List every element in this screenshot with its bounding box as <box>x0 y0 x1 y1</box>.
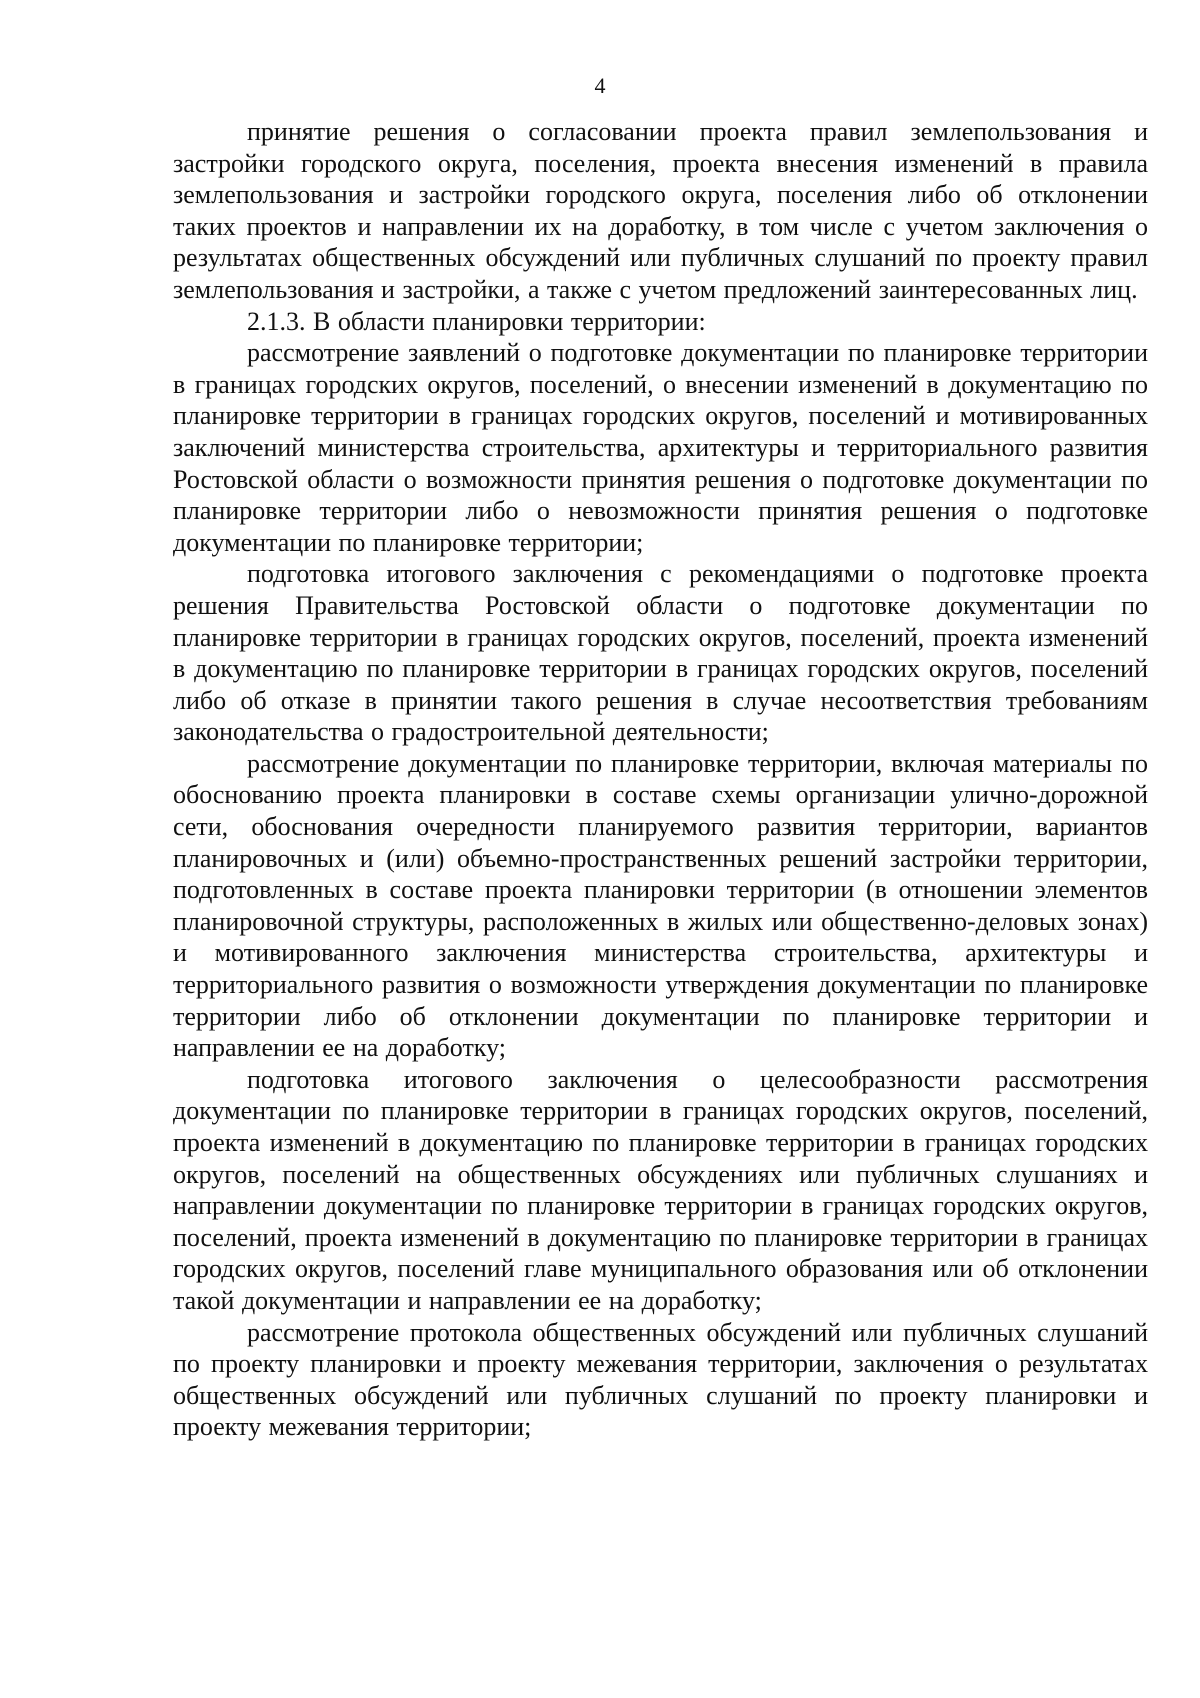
paragraph: принятие решения о согласовании проекта правил землепользования и застройки городского округа, поселения, проекта внесения изменений в правила землепользования и застройки городского округа, поселения либо об отклонении таких проектов и направлении их на доработку, в том числе с учетом заключения о результатах общественных обсуждений или публичных слушаний по проекту правил землепользования и застройки, а также с учетом предложений заинтересованных лиц. <box>173 117 1148 304</box>
paragraph: подготовка итогового заключения о целесообразности рассмотрения документации по планировке территории в границах городских округов, поселений, проекта изменений в документацию по планировке территории в границах городских округов, поселений на общественных обсуждениях или публичных слушаниях и направлении документации по планировке территории в границах городских округов, поселений, проекта изменений в документацию по планировке территории в границах городских округов, поселений главе муниципального образования или об отклонении такой документации и направлении ее на доработку; <box>173 1064 1148 1315</box>
paragraph: рассмотрение протокола общественных обсуждений или публичных слушаний по проекту планировки и проекту межевания территории, заключения о результатах общественных обсуждений или публичных слушаний по проекту планировки и проекту межевания территории; <box>173 1317 1148 1442</box>
page-number: 4 <box>594 73 606 98</box>
document-body <box>173 116 1148 1443</box>
paragraph: рассмотрение документации по планировке территории, включая материалы по обоснованию проекта планировки в составе схемы организации улично-дорожной сети, обоснования очередности планируемого развития территории, вариантов планировочных и (или) объемно-пространственных решений застройки территории, подготовленных в составе проекта планировки территории (в отношении элементов планировочной структуры, расположенных в жилых или общественно-деловых зонах) и мотивированного заключения министерства строительства, архитектуры и территориального развития о возможности утверждения документации по планировке территории либо об отклонении документации по планировке территории и направлении ее на доработку; <box>173 748 1148 1063</box>
paragraph: рассмотрение заявлений о подготовке документации по планировке территории в границах городских округов, поселений, о внесении изменений в документацию по планировке территории в границах городских округов, поселений и мотивированных заключений министерства строительства, архитектуры и территориального развития Ростовской области о возможности принятия решения о подготовке документации по планировке территории либо о невозможности принятия решения о подготовке документации по планировке территории; <box>173 338 1148 557</box>
paragraph: подготовка итогового заключения с рекомендациями о подготовке проекта решения Правительства Ростовской области о подготовке документации по планировке территории в границах городских округов, поселений, проекта изменений в документацию по планировке территории в границах городских округов, поселений либо об отказе в принятии такого решения в случае несоответствия требованиям законодательства о градостроительной деятельности; <box>173 559 1148 747</box>
section-heading: 2.1.3. В области планировки территории: <box>247 306 706 336</box>
